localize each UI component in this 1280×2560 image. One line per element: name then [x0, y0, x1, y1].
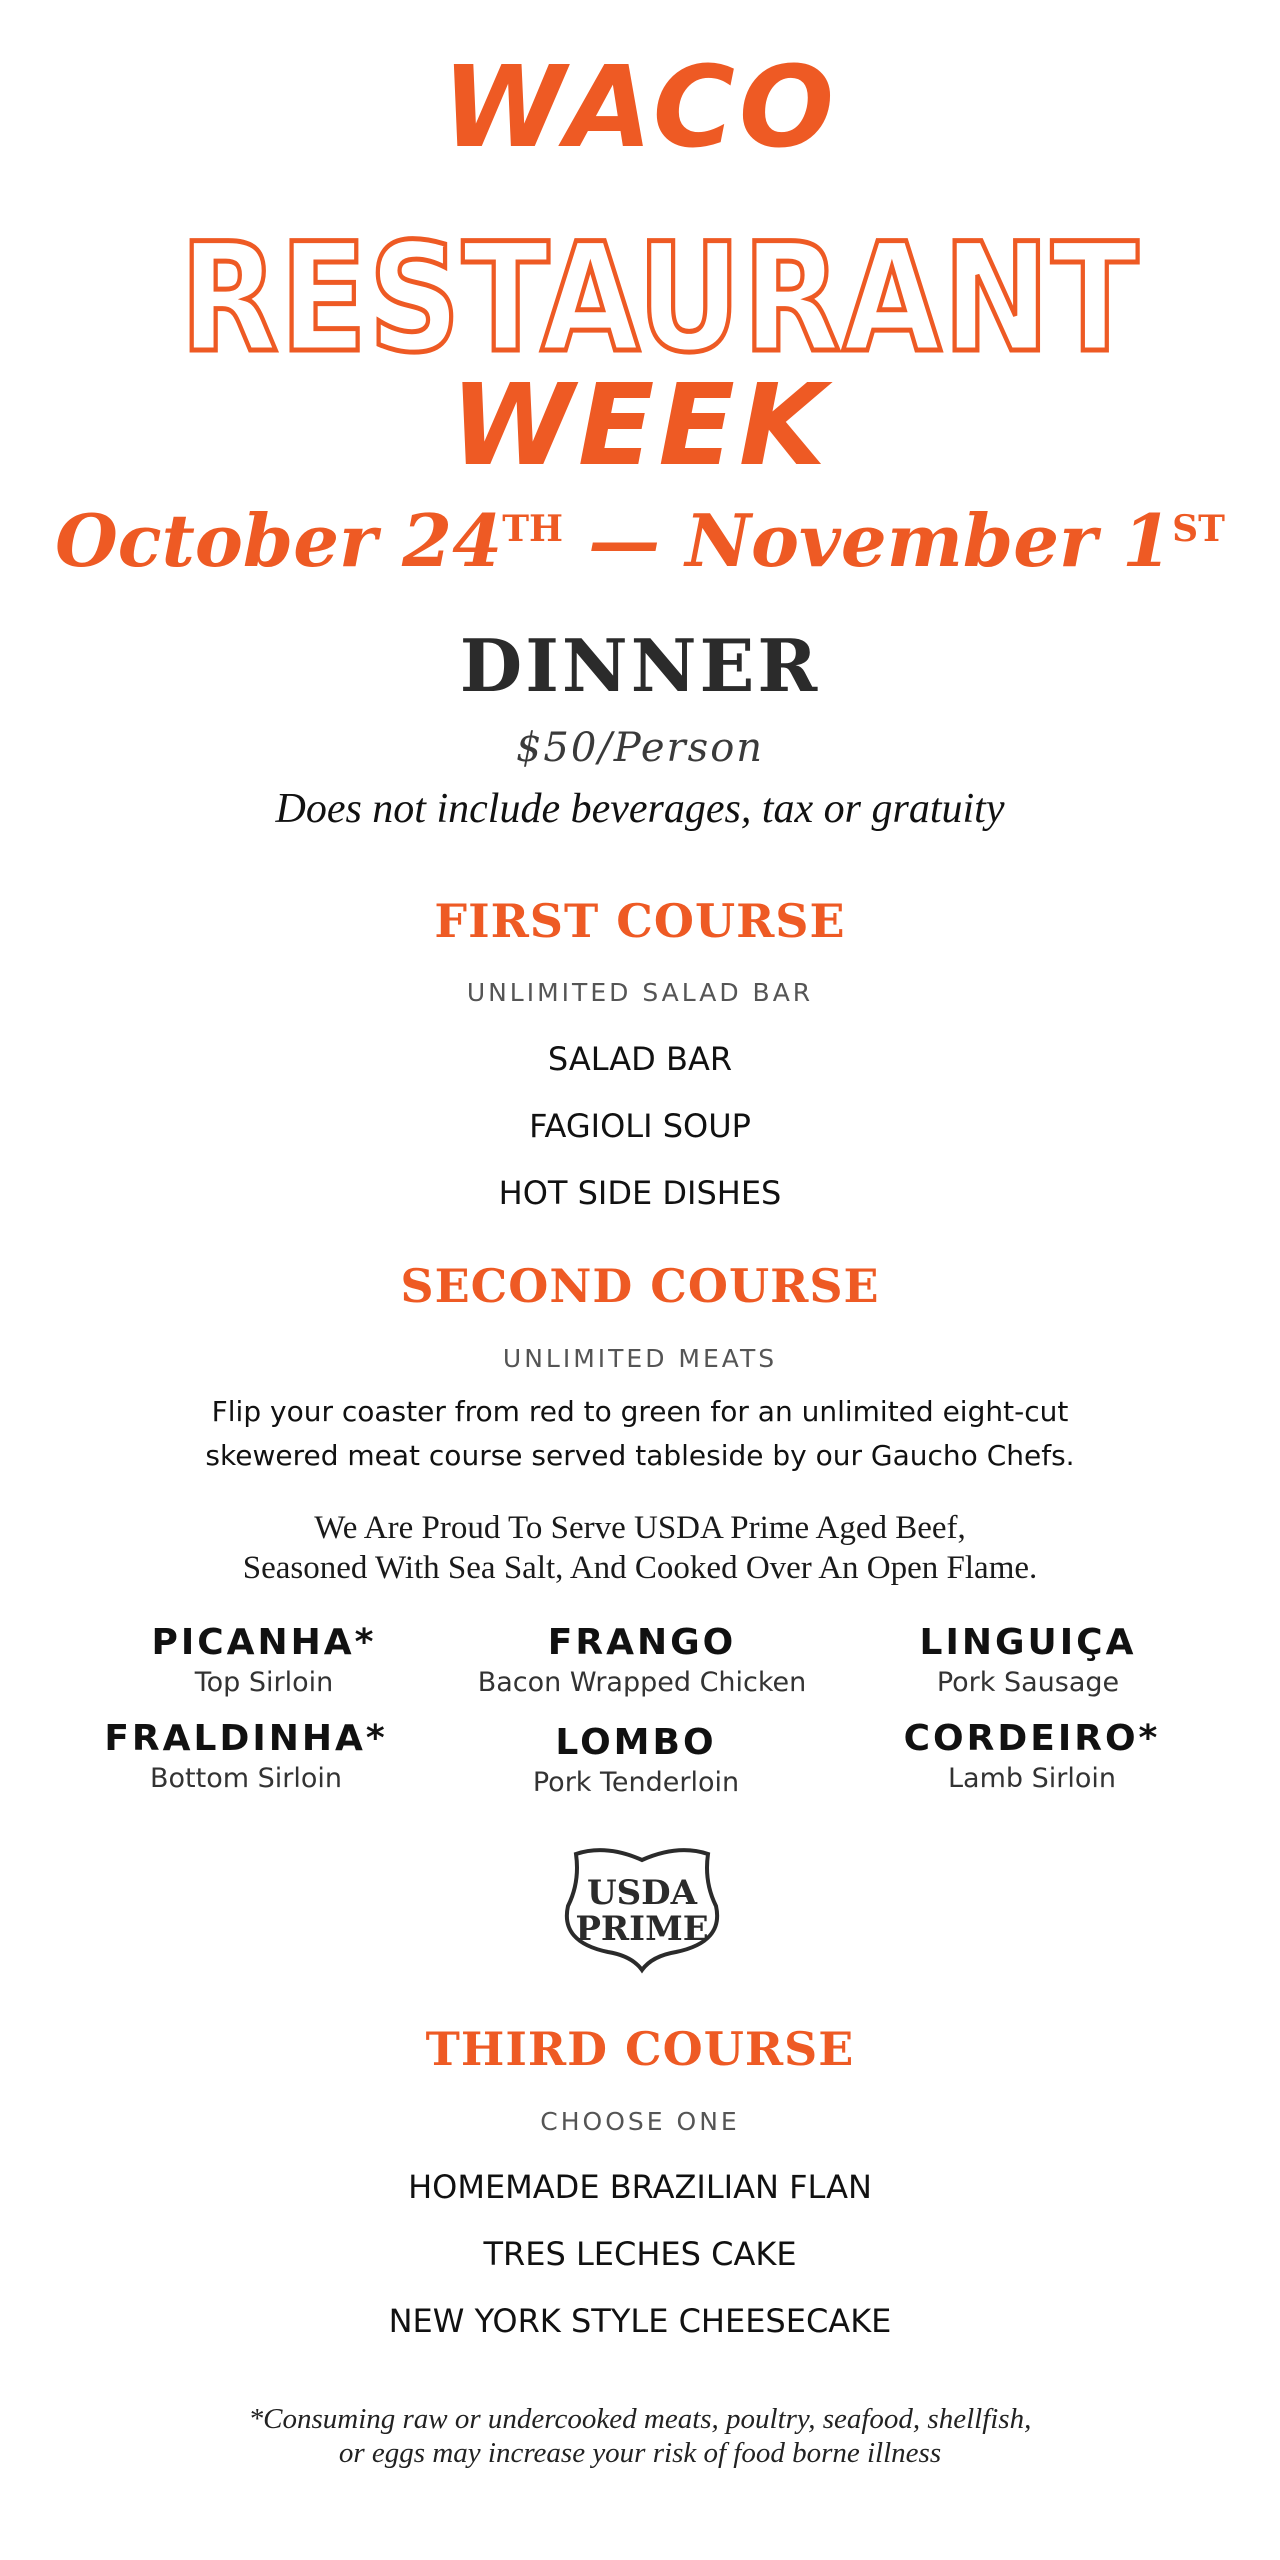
- meat-description: Pork Tenderloin: [532, 1767, 740, 1798]
- meat-name: PICANHA*: [151, 1622, 377, 1663]
- date-end-suffix: ST: [1172, 508, 1225, 550]
- disclaimer-line: *Consuming raw or undercooked meats, poultry, seafood, shellfish,: [248, 2403, 1032, 2435]
- meat-description: Top Sirloin: [194, 1667, 334, 1698]
- meat-description: Lamb Sirloin: [948, 1763, 1116, 1794]
- menu-title: DINNER: [459, 623, 821, 708]
- statement-line: Seasoned With Sea Salt, And Cooked Over An Open Flame.: [242, 1550, 1038, 1586]
- description-line: skewered meat course served tableside by our Gaucho Chefs.: [205, 1439, 1075, 1472]
- meat-name: CORDEIRO*: [903, 1718, 1161, 1759]
- second-course-subtitle: UNLIMITED MEATS: [502, 1344, 778, 1373]
- menu-note: Does not include beverages, tax or gratuity: [275, 786, 1005, 832]
- first-course-item: FAGIOLI SOUP: [529, 1107, 751, 1145]
- health-disclaimer: [0, 2402, 1280, 2470]
- meat-name: LINGUIÇA: [919, 1622, 1137, 1663]
- badge-line-1: USDA: [586, 1873, 698, 1913]
- meat-item: [858, 1622, 1198, 1698]
- third-course-item: HOMEMADE BRAZILIAN FLAN: [408, 2168, 872, 2206]
- event-dates: [0, 498, 1280, 583]
- second-course-title: SECOND COURSE: [400, 1259, 880, 1313]
- first-course-item: SALAD BAR: [547, 1040, 733, 1078]
- waco-heading: WACO: [441, 43, 839, 173]
- meat-item: [472, 1622, 812, 1698]
- meat-item: [76, 1718, 416, 1794]
- third-course-item: NEW YORK STYLE CHEESECAKE: [388, 2302, 892, 2340]
- meat-item: [466, 1722, 806, 1798]
- third-course-title: THIRD COURSE: [425, 2022, 855, 2076]
- meat-description: Bottom Sirloin: [150, 1763, 342, 1794]
- first-course-item: HOT SIDE DISHES: [498, 1174, 782, 1212]
- week-heading: WEEK: [450, 361, 830, 491]
- usda-prime-badge: [556, 1842, 728, 1974]
- meat-item: [862, 1718, 1202, 1794]
- statement-line: We Are Proud To Serve USDA Prime Aged Beef,: [314, 1510, 966, 1546]
- badge-line-2: PRIME: [575, 1909, 709, 1949]
- third-course-subtitle: CHOOSE ONE: [540, 2107, 740, 2136]
- menu-price: $50/Person: [515, 725, 765, 771]
- first-course-subtitle: UNLIMITED SALAD BAR: [466, 978, 814, 1007]
- description-line: Flip your coaster from red to green for an unlimited eight-cut: [211, 1395, 1069, 1428]
- date-separator: —: [588, 498, 661, 583]
- third-course-item: TRES LECHES CAKE: [483, 2235, 797, 2273]
- date-start: October 24: [55, 498, 503, 583]
- date-start-suffix: TH: [502, 508, 564, 550]
- date-end: November 1: [685, 498, 1173, 583]
- first-course-title: FIRST COURSE: [434, 894, 846, 948]
- meat-description: Pork Sausage: [936, 1667, 1120, 1698]
- meat-name: LOMBO: [555, 1722, 717, 1763]
- meat-name: FRALDINHA*: [104, 1718, 388, 1759]
- second-course-description: [0, 1390, 1280, 1478]
- meat-description: Bacon Wrapped Chicken: [477, 1667, 807, 1698]
- meat-item: [94, 1622, 434, 1698]
- usda-statement: [0, 1508, 1280, 1588]
- restaurant-text: RESTAURANT: [180, 212, 1140, 386]
- disclaimer-line: or eggs may increase your risk of food borne illness: [338, 2437, 942, 2469]
- meat-name: FRANGO: [547, 1622, 737, 1663]
